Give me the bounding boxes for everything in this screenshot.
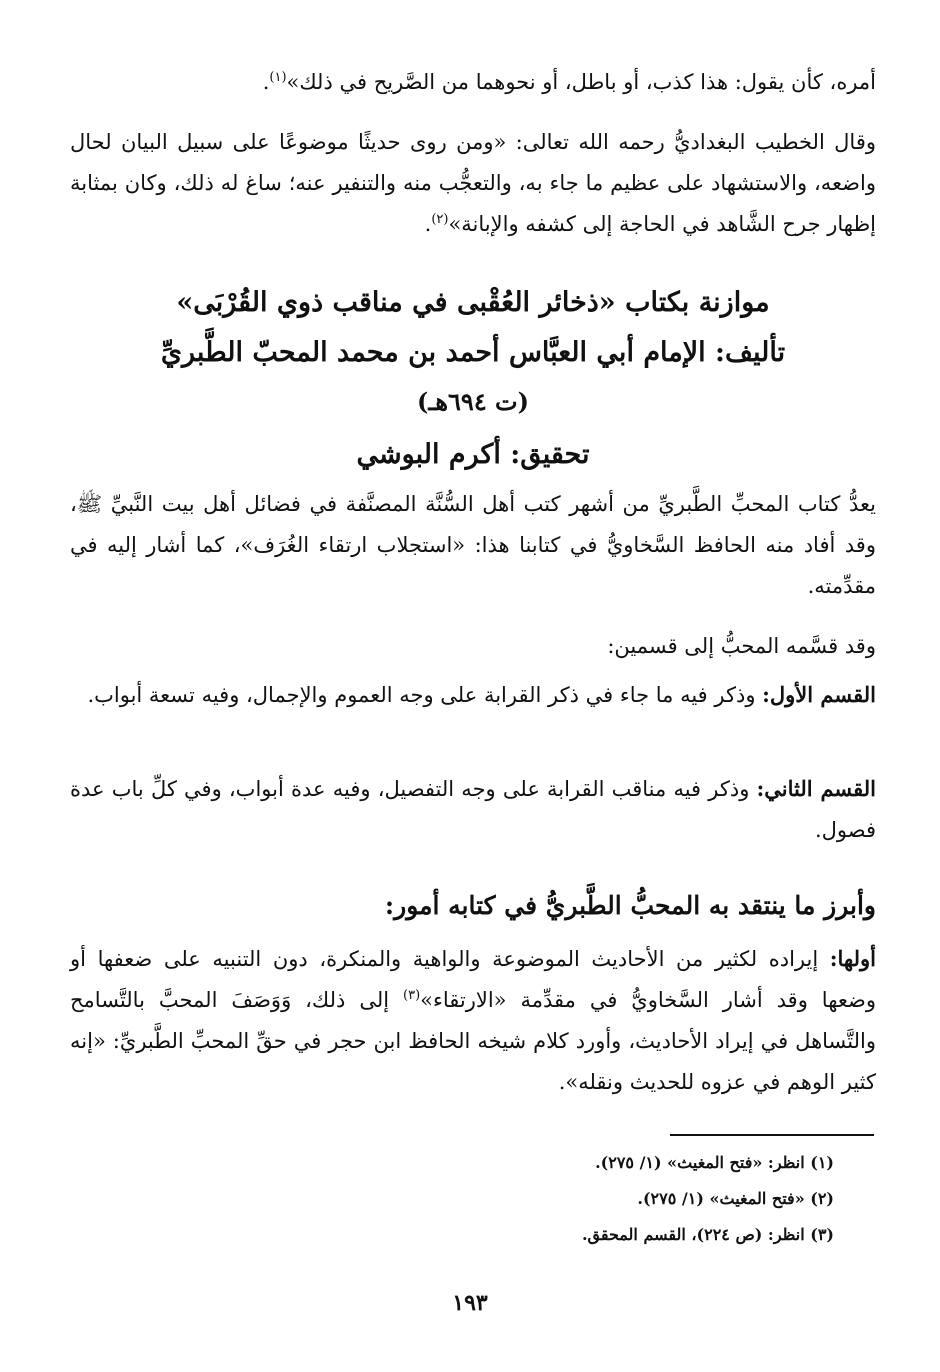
part-two-label: القسم الثاني:: [756, 776, 877, 801]
section-title-line-1: موازنة بكتاب «ذخائر العُقْبى في مناقب ذوي القُرْبَى»: [176, 287, 770, 318]
footnote-ref-2: (٢): [431, 212, 449, 227]
body-paragraph-first-point: [70, 938, 876, 1103]
first-point-text-a: إيراده لكثير من الأحاديث الموضوعة والواهية والمنكرة، دون التنبيه على ضعفها أو وضعها وقد أشار السَّخاويُّ في مقدِّمة «الارتقاء»: [70, 947, 876, 1012]
first-point-label: أولها:: [829, 946, 876, 971]
part-one-label: القسم الأول:: [762, 682, 876, 707]
footnote-ref-3: (٣): [403, 988, 421, 1003]
section-editor: تحقيق: أكرم البوشي: [356, 439, 590, 470]
intro-end-1: .: [262, 70, 270, 94]
first-point-text-b: إلى ذلك، وَوَصَفَ المحبَّ بالتَّسامح والتَّساهل في إيراد الأحاديث، وأورد كلام شيخه الحافظ ابن حجر في حقِّ المحبِّ الطَّبريِّ: «إنه كثير الوهم في عزوه للحديث ونقله».: [70, 988, 876, 1094]
footnote-2: (٢) «فتح المغيث» (١/ ٢٧٥).: [637, 1189, 834, 1208]
part-two-text: وذكر فيه مناقب القرابة على وجه التفصيل، وفيه عدة أبواب، وفي كلِّ باب عدة فصول.: [70, 777, 876, 842]
intro-end-2: .: [424, 212, 432, 236]
intro-text-1: أمره، كأن يقول: هذا كذب، أو باطل، أو نحوهما من الصَّريح في ذلك»: [286, 70, 876, 94]
body-paragraph-part-two: [70, 768, 876, 851]
footnote-3: (٣) انظر: (ص ٢٢٤)، القسم المحقق.: [581, 1225, 834, 1244]
intro-text-2: وقال الخطيب البغداديُّ رحمه الله تعالى: «ومن روى حديثًا موضوعًا على سبيل البيان لحال واضعه، والاستشهاد على عظيم ما جاء به، والتعجُّب منه والتنفير عنه؛ ساغ له ذلك، وكان بمثابة إظهار جرح الشَّاهد في الحاجة إلى كشفه والإبانة»: [70, 130, 876, 236]
intro-paragraph-2: [70, 122, 876, 245]
page-number: ١٩٣: [452, 1290, 488, 1316]
section-title-line-2: تأليف: الإمام أبي العبَّاس أحمد بن محمد المحبّ الطَّبريِّ: [160, 337, 786, 368]
critique-heading: وأبرز ما ينتقد به المحبُّ الطَّبريُّ في كتابه أمور:: [384, 891, 876, 920]
part-one-text: وذكر فيه ما جاء في ذكر القرابة على وجه العموم والإجمال، وفيه تسعة أبواب.: [87, 683, 763, 707]
footnote-1: (١) انظر: «فتح المغيث» (١/ ٢٧٥).: [595, 1153, 834, 1172]
section-title-date: (ت ٦٩٤هـ): [416, 387, 530, 416]
intro-paragraph-1: [70, 62, 876, 103]
footnote-separator: [670, 1134, 874, 1136]
body-paragraph-intro: يعدُّ كتاب المحبِّ الطَّبريِّ من أشهر كتب أهل السُّنَّة المصنَّفة في فضائل أهل بيت النَّبيِّ ﷺ، وقد أفاد منه الحافظ السَّخاويُّ في كتابنا هذا: «استجلاب ارتقاء الغُرَف»، كما أشار إليه في مقدِّمته.: [70, 492, 876, 598]
body-paragraph-division: وقد قسَّمه المحبُّ إلى قسمين:: [607, 634, 876, 658]
footnote-ref-1: (١): [269, 70, 287, 85]
body-paragraph-part-one: [70, 674, 876, 716]
